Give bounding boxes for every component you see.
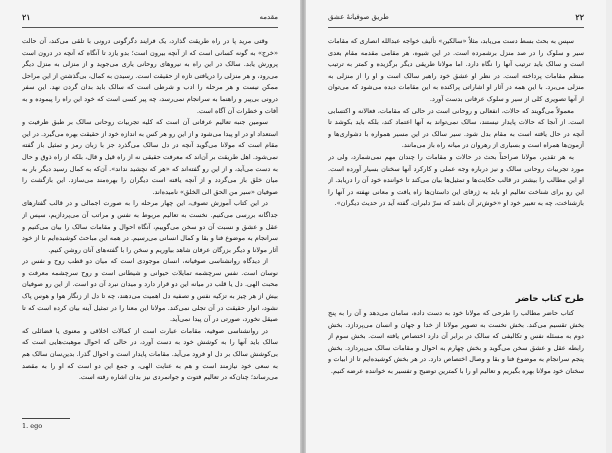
- left-page-body: [22, 36, 278, 412]
- running-head: طریق صوفیانهٔ عشق: [328, 13, 389, 21]
- paragraph: سپس به بحث بسط دست می‌یابد، مثلاً «سالکین» تألیف خواجه عبدالله انصاری که مقامات سیر و سلوک را در صد منزل برشمرده است. در این شیوه، هر مقامی مقدمه مقام بعدی است و سالک باید ترتیب آنها را نگاه دارد. اما مولانا طریقی دیگر برگزیده و کمتر به ترتیب منظم مقامات پرداخته است. در نظر او عشق خود راهبر سالک است و او را از منزلی به منزلی می‌برد. با این همه در آثار او اشاراتی پراکنده به این مقامات دیده می‌شود که می‌توان از آنها تصویری کلی از سیر و سلوک عرفانی بدست آورد.: [328, 37, 584, 103]
- right-page: [306, 0, 606, 453]
- right-page-body-bottom: [328, 308, 584, 448]
- page-number: ۲۱: [22, 12, 31, 22]
- section-title: طرح کتاب حاضر: [515, 294, 584, 304]
- paragraph: در این کتاب آموزش تصوف، این چهار مرحله را به صورت اجمالی و در قالب گفتارهای جداگانه بررسی می‌کنیم. نخست به تعالیم مربوط به نفس و مراتب آن می‌پردازیم، سپس از عقل و عشق و نسبت آن دو سخن می‌گوییم، آنگاه احوال و مقامات سالک را بیان می‌کنیم و سرانجام به موضوع فنا و بقا و کمال انسانی می‌رسیم. در همه این مباحث کوشیده‌ایم تا از خود آثار مولانا و دیگر بزرگان عرفان شاهد بیاوریم و سخن را با گفته‌های آنان روشن کنیم.: [22, 199, 278, 254]
- paragraph: سومین جنبه تعالیم عرفانی آن است که کلیه تجربیات روحانی سالک بر طبق ظرفیت و استعداد او در او پیدا می‌شود و از این رو هر کس به اندازه خود از حقیقت بهره می‌گیرد. در این مقام است که مولانا می‌گوید آنچه در دل سالک می‌گذرد جز با زبان رمز و تمثیل باز گفته نمی‌شود. اهل طریقت بر آن‌اند که معرفت حقیقی نه از راه قیل و قال، بلکه از راه ذوق و حال به دست می‌آید، و از این رو گفته‌اند که «هر که نچشید نداند». آن‌که به کمال رسید دیگر بار به میان خلق باز می‌گردد و از آنچه یافته است دیگران را بهره‌مند می‌سازد. این بازگشت را صوفیان «سیر من الحق الی الخلق» نامیده‌اند.: [22, 118, 278, 196]
- paragraph: به هر تقدیر، مولانا صراحتاً بحث در حالات و مقامات را چندان مهم نمی‌شمارد، ولی در مورد تجربیات روحانی سالک و نیز درباره وجه عملی و کارکرد آنها سخنان بسیار آورده است. او این مطالب را بیشتر در قالب حکایت‌ها و تمثیل‌ها بیان می‌کند تا خواننده خود آن را دریابد. از این رو برای شناخت تعالیم او باید به ژرفای این داستان‌ها راه یافت و معانی نهفته در آنها را بازشناخت، چه به تعبیر خود او «خوش‌تر آن باشد که سرّ دلبران، گفته آید در حدیث دیگران».: [328, 152, 584, 208]
- paragraph: وقتی مرید پا در راه طریقت گذارد، یک فرایند دگرگونی درونی با تلقی می‌کند، آن حالت «خرج» به گونه کسانی است که از آنچه بیرون است؛ بدو یازد تا آنگاه که آنچه در درون است پرورش یابد. سالک در این راه به نیروهای روحانی یاری می‌جوید و از منزلی به منزل دیگر می‌رود، و هر منزلی را دریافتی تازه از حقیقت است. رسیدن به کمال، بی‌گذشتن از این مراحل ممکن نیست و هر مرحله را ادب و شرطی است که سالک باید بدان گردن نهد. این سفر درونی بی‌پیر و راهنما به سرانجام نمی‌رسد، چه پیر کسی است که خود این راه را پیموده و به آفات و خطرات آن آگاه است.: [22, 37, 278, 115]
- footnote-rule: [22, 418, 70, 419]
- page-number: ۲۲: [575, 12, 584, 22]
- paragraph: معمولاً می‌گویند که حالات، انفعالی و روحانی است در حالی که مقامات، فعالانه و اکتسابی است. از آنجا که حالات پایدار نیستند، سالک نمی‌تواند به آنها اعتماد کند، بلکه باید بکوشد تا آنچه در حال یافته است به مقام بدل شود. سیر سالک در این مسیر همواره با دشواری‌ها و آزمون‌ها همراه است و بسیاری از رهروان در میانه راه باز می‌مانند.: [328, 106, 584, 150]
- footnote: 1. ego: [22, 422, 43, 430]
- left-page-header: [22, 12, 278, 26]
- running-head: مقدمه: [259, 13, 278, 21]
- header-rule: [22, 27, 278, 28]
- header-rule: [328, 27, 584, 28]
- right-page-body-top: [328, 36, 584, 288]
- right-page-header: [328, 12, 584, 26]
- paragraph: در روانشناسی صوفیه، مقامات عبارت است از کمالات اخلاقی و معنوی یا فضائلی که سالک باید آنها را به کوشش خود به دست آورد، در حالی که احوال موهبت‌هایی است که بی‌کوشش سالک بر دل او فرود می‌آید. مقامات پایدار است و احوال گذرا. بدین‌سان سالک هم به سعی خود نیازمند است و هم به عنایت الهی، و جمع این دو است که او را به مقصد می‌رساند؛ چنان‌که در تعالیم فتوت و جوانمردی نیز بدان اشاره رفته است.: [22, 326, 278, 382]
- left-page: [0, 0, 300, 453]
- paragraph: کتاب حاضر مطالب را طرحی که مولانا خود به دست داده، سامان می‌دهد و آن را به پنج بخش تقسیم می‌کند. بخش نخست به تصویر مولانا از خدا و جهان و انسان می‌پردازد. بخش دوم به مسئله نفس و تکالیفی که سالک در برابر آن دارد اختصاص یافته است. بخش سوم از رابطه عقل و عشق سخن می‌گوید و بخش چهارم به احوال و مقامات سالک می‌پردازد. بخش پنجم سرانجام به موضوع فنا و بقا و وصال اختصاص دارد. در هر بخش کوشیده‌ایم تا از ابیات و سخنان خود مولانا بهره بگیریم و تعالیم او را با کمترین توضیح و تفسیر به خواننده عرضه کنیم.: [328, 309, 584, 375]
- paragraph: از دیدگاه روانشناسی صوفیانه، انسان موجودی است که میان دو قطب روح و نفس در نوسان است. نفس سرچشمه تمایلات حیوانی و شیطانی است و روح سرچشمه معرفت و محبت الهی. دل یا قلب در میانه این دو قرار دارد و میدان نبرد آن دو است. از این رو صوفیان بیش از هر چیز به تزکیه نفس و تصفیه دل اهمیت می‌دهند، چه تا دل از زنگار هوا و هوس پاک نشود، انوار حقیقت در آن تجلی نمی‌کند. مولانا این معنا را در تمثیل آینه بیان کرده است که تا صیقل نخورد، صورتی در آن پیدا نمی‌آید.: [22, 257, 278, 324]
